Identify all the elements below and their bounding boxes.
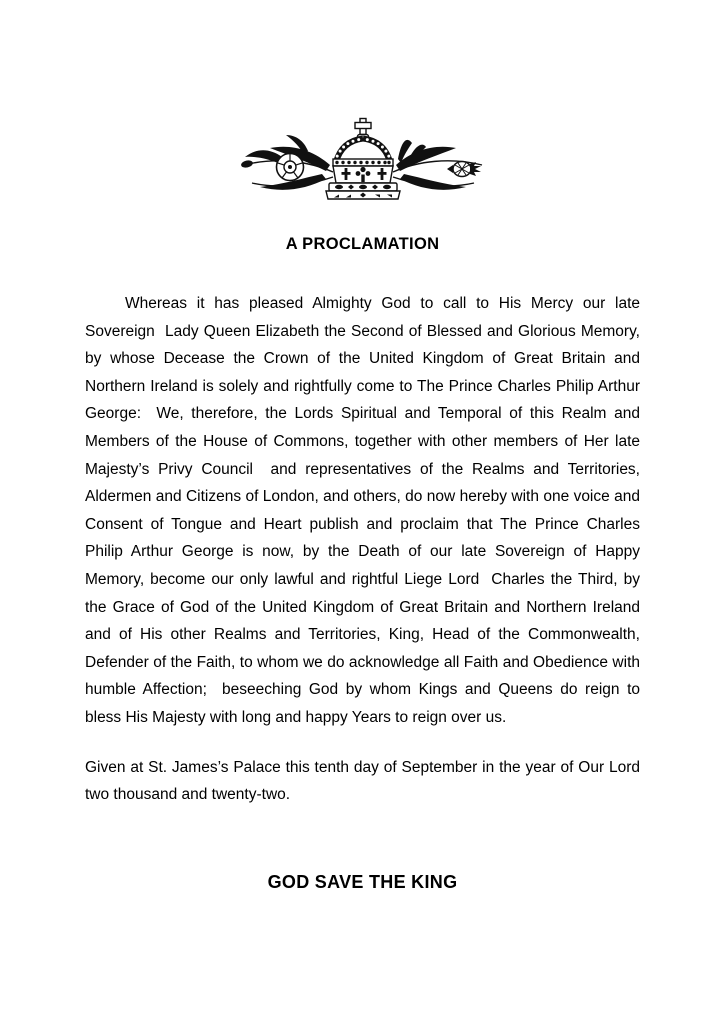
royal-crown-emblem (238, 116, 488, 206)
proclamation-body-paragraph: Whereas it has pleased Almighty God to call to His Mercy our late Sovereign Lady Queen Elizabeth the Second of Blessed and Glorious Memory, by whose Decease the Crown of the United Kingdom of Great Britain and Northern Ireland is solely and rightfully come to The Prince Charles Philip Arthur George: We, therefore, the Lords Spiritual and Temporal of this Realm and Members of the House of Commons, together with other members of Her late Majesty’s Privy Council and representatives of the Realms and Territories, Aldermen and Citizens of London, and others, do now hereby with one voice and Consent of Tongue and Heart publish and proclaim that The Prince Charles Philip Arthur George is now, by the Death of our late Sovereign of Happy Memory, become our only lawful and rightful Liege Lord Charles the Third, by the Grace of God of the United Kingdom of Great Britain and Northern Ireland and of His other Realms and Territories, King, Head of the Commonwealth, Defender of the Faith, to whom we do acknowledge all Faith and Obedience with humble Affection; beseeching God by whom Kings and Queens do reign to bless His Majesty with long and happy Years to reign over us. (85, 295, 645, 726)
st-edwards-crown-icon (326, 119, 400, 200)
tudor-rose-icon (276, 154, 303, 181)
closing-line: GOD SAVE THE KING (267, 871, 458, 892)
dateline-paragraph: Given at St. James’s Palace this tenth day of September in the year of Our Lord two thousand and twenty-two. (85, 758, 645, 804)
crown-rose-thistle-icon (238, 116, 488, 206)
document-title: A PROCLAMATION (285, 235, 440, 253)
